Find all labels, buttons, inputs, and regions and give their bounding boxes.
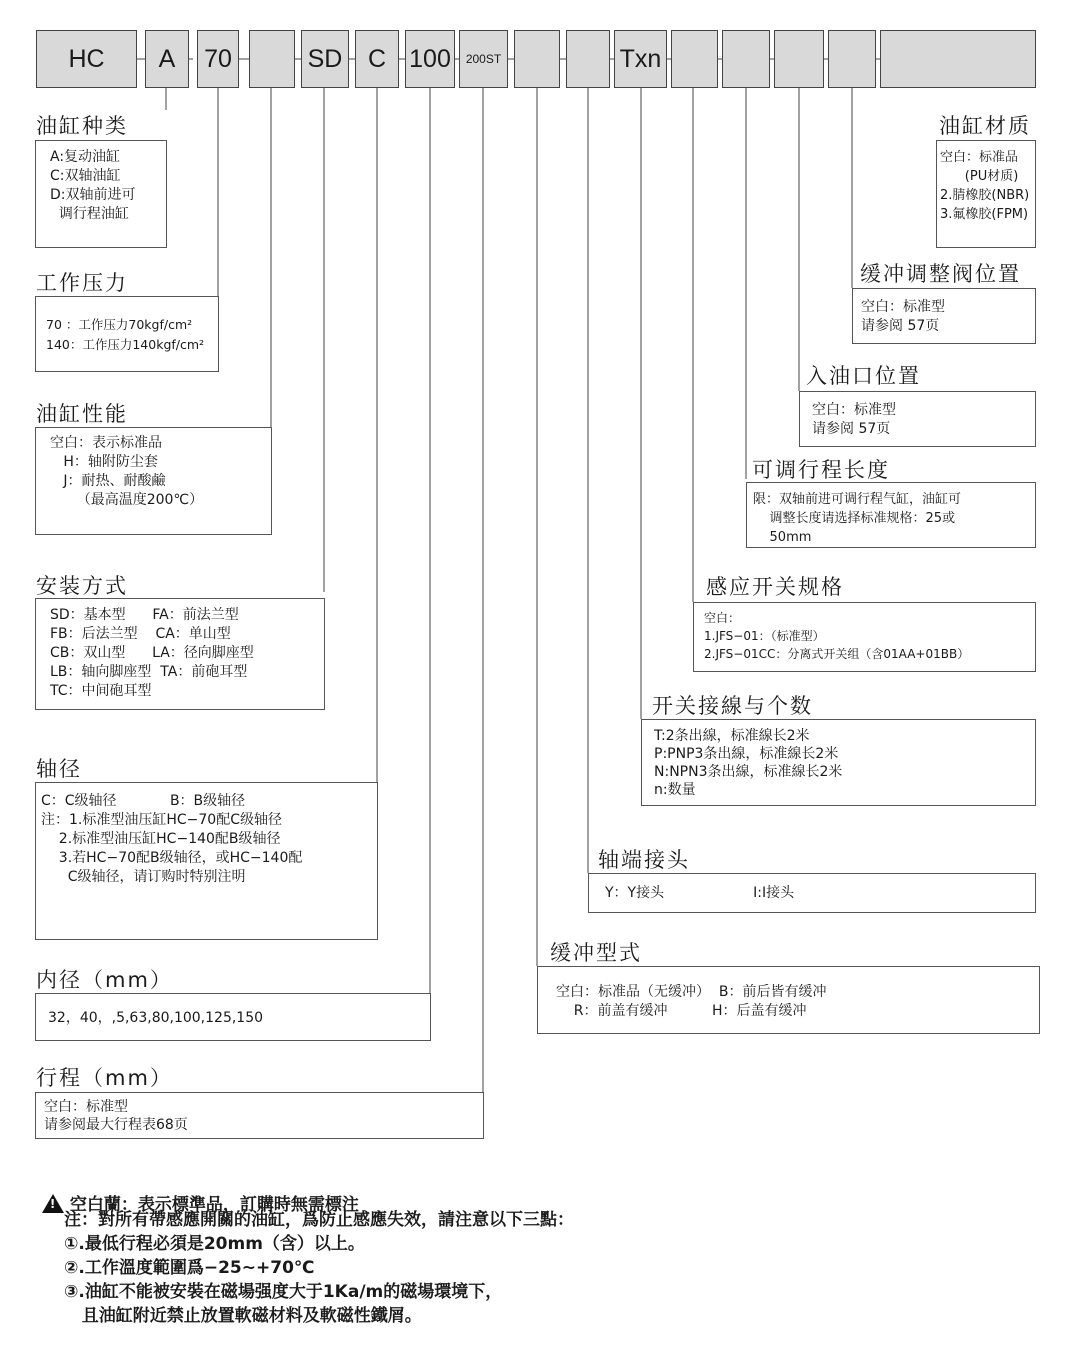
section-title-performance: 油缸性能 [36, 402, 128, 426]
section-title-mounting: 安装方式 [36, 574, 128, 598]
code-box-type: A [145, 30, 189, 88]
code-box-sensor [671, 30, 718, 88]
code-box-switch-wire: Txn [614, 30, 667, 88]
sensor-line: 1.JFS−01：（标准型） [704, 629, 825, 643]
switch-wire-line: N:NPN3条出線，标准線长2米 [654, 764, 843, 780]
type-line: C:双轴油缸 [50, 168, 121, 184]
section-title-material: 油缸材质 [939, 114, 1031, 138]
oil-port-line: 空白：标准型 [812, 402, 896, 418]
type-line: A:复动油缸 [50, 149, 121, 165]
shaft-line: C：C级轴径 B：B级轴径 [41, 793, 246, 809]
section-box-material [936, 140, 1036, 248]
code-box-material [880, 30, 1036, 88]
code-box-pressure: 70 [197, 30, 239, 88]
section-title-oil-port: 入油口位置 [806, 364, 921, 388]
oil-port-line: 请参阅 57页 [812, 421, 891, 437]
code-box-stroke: 200ST [459, 30, 508, 88]
sensor-line: 2.JFS−01CC：分离式开关组（含01AA+01BB） [704, 647, 970, 661]
material-line: 2.腈橡胶(NBR) [940, 188, 1030, 203]
section-title-type: 油缸种类 [36, 114, 128, 138]
note-item-2: ②.工作溫度範圍爲−25~+70℃ [64, 1258, 315, 1278]
section-box-cushion-valve [852, 288, 1036, 344]
adjustable-line: 50mm [753, 530, 812, 545]
code-box-adjustable [722, 30, 770, 88]
note-item-3: ③.油缸不能被安裝在磁場强度大于1Ka/m的磁場環境下， [64, 1282, 503, 1302]
section-box-oil-port [799, 391, 1036, 447]
section-title-stroke: 行程（mm） [36, 1066, 173, 1090]
section-box-type [35, 140, 167, 248]
shaft-line: 2.标准型油压缸HC−140配B级轴径 [41, 831, 281, 847]
pressure-line: 140：工作压力140kgf/cm² [46, 337, 205, 352]
section-title-cushion-valve: 缓冲调整阀位置 [860, 262, 1021, 286]
material-line: (PU材质) [940, 169, 1019, 184]
performance-line: H：轴附防尘套 [50, 454, 158, 470]
section-box-mounting [35, 598, 325, 710]
section-title-bore: 内径（mm） [36, 968, 173, 992]
switch-wire-line: n:数量 [654, 782, 696, 798]
shaft-line: C级轴径，请订购时特别注明 [41, 869, 246, 885]
code-box-shaft: C [355, 30, 399, 88]
shaft-line: 3.若HC−70配B级轴径，或HC−140配 [41, 850, 303, 866]
adjustable-line: 调整长度请选择标准规格：25或 [753, 511, 956, 526]
code-box-cushion-valve [828, 30, 876, 88]
section-title-switch-wire: 开关接線与个数 [652, 694, 813, 718]
mounting-line: TC：中间砲耳型 [50, 683, 152, 699]
material-line: 3.氟橡胶(FPM) [940, 207, 1029, 222]
stroke-line: 空白：标准型 [44, 1099, 128, 1115]
section-box-rod-end [588, 873, 1036, 913]
type-line: 调行程油缸 [50, 206, 129, 222]
mounting-line: LB：轴向脚座型 TA：前砲耳型 [50, 664, 248, 680]
section-box-cushion-type [537, 966, 1040, 1034]
switch-wire-line: P:PNP3条出線，标准線长2米 [654, 746, 839, 762]
section-title-sensor: 感应开关规格 [706, 575, 844, 599]
material-line: 空白：标准品 [940, 150, 1019, 165]
section-box-pressure [35, 296, 219, 372]
cushion-valve-line: 请参阅 57页 [861, 318, 940, 334]
cushion-type-line: 空白：标准品（无缓冲） B：前后皆有缓冲 [556, 984, 827, 1000]
section-box-sensor [693, 602, 1036, 672]
code-box-oil-port [774, 30, 824, 88]
code-box-performance [249, 30, 295, 88]
note-item-1: ①.最低行程必須是20mm（含）以上。 [64, 1234, 365, 1254]
code-box-cushion-type [514, 30, 560, 88]
mounting-line: FB：后法兰型 CA：单山型 [50, 626, 231, 642]
code-box-rod-end [566, 30, 610, 88]
shaft-line: 注：1.标准型油压缸HC−70配C级轴径 [41, 812, 282, 828]
mounting-line: CB：双山型 LA：径向脚座型 [50, 645, 254, 661]
section-box-bore [35, 993, 431, 1041]
performance-line: J：耐热、耐酸鹼 [50, 473, 166, 489]
warning-text: 空白蘭：表示標準品，訂購時無需標注 [69, 1195, 359, 1215]
section-title-pressure: 工作压力 [36, 271, 128, 295]
cushion-type-line: R：前盖有缓冲 H：后盖有缓冲 [556, 1003, 807, 1019]
sensor-line: 空白： [704, 611, 741, 625]
section-box-performance [35, 427, 272, 535]
warning-icon [42, 1194, 64, 1213]
section-title-shaft: 轴径 [36, 757, 82, 781]
code-box-mounting: SD [301, 30, 349, 88]
code-box-bore: 100 [405, 30, 455, 88]
note-item-3-cont: 且油缸附近禁止放置軟磁材料及軟磁性鐵屑。 [64, 1306, 422, 1326]
performance-line: 空白：表示标准品 [50, 435, 162, 451]
switch-wire-line: T:2条出線，标准線长2米 [654, 728, 810, 744]
code-box-series: HC [36, 30, 137, 88]
section-box-adjustable [746, 482, 1036, 548]
pressure-line: 70 ：工作压力70kgf/cm² [46, 317, 193, 332]
bore-line: 32，40，,5,63,80,100,125,150 [48, 1010, 264, 1026]
section-box-shaft [35, 782, 378, 940]
note-intro: 注：對所有帶感應開關的油缸，爲防止感應失效，請注意以下三點： [64, 1210, 574, 1230]
section-title-cushion-type: 缓冲型式 [550, 941, 642, 965]
section-box-stroke [35, 1092, 484, 1139]
cushion-valve-line: 空白：标准型 [861, 299, 945, 315]
mounting-line: SD：基本型 FA：前法兰型 [50, 607, 239, 623]
type-line: D:双轴前进可 [50, 187, 136, 203]
section-box-switch-wire [641, 719, 1036, 806]
section-title-rod-end: 轴端接头 [598, 848, 690, 872]
performance-line: （最高温度200℃） [50, 492, 204, 508]
adjustable-line: 限：双轴前进可调行程气缸，油缸可 [753, 492, 962, 507]
rod-end-line: Y：Y接头 I:I接头 [605, 885, 795, 901]
section-title-adjustable: 可调行程长度 [752, 458, 890, 482]
stroke-line: 请参阅最大行程表68页 [44, 1117, 188, 1133]
